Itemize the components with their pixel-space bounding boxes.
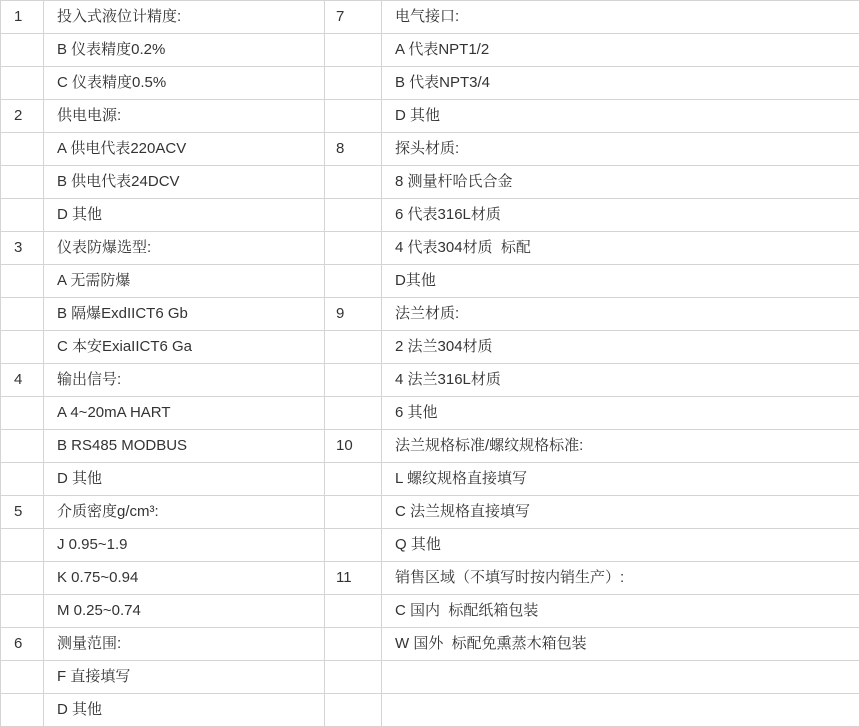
group-number-cell xyxy=(1,133,44,166)
group-number-cell xyxy=(1,694,44,727)
group-number-cell xyxy=(325,661,382,694)
group-number-cell xyxy=(325,397,382,430)
group-number-cell: 9 xyxy=(325,298,382,331)
group-number-cell: 10 xyxy=(325,430,382,463)
table-row xyxy=(1,1,860,34)
option-cell: A 代表NPT1/2 xyxy=(382,34,860,67)
group-title-cell: 测量范围: xyxy=(44,628,325,661)
option-cell: D 其他 xyxy=(382,100,860,133)
group-number-cell xyxy=(1,298,44,331)
option-cell: C 法兰规格直接填写 xyxy=(382,496,860,529)
group-number-cell xyxy=(325,463,382,496)
option-cell: C 仪表精度0.5% xyxy=(44,67,325,100)
group-number-cell xyxy=(325,595,382,628)
group-number-cell: 7 xyxy=(325,1,382,34)
group-title-cell: 输出信号: xyxy=(44,364,325,397)
table-row xyxy=(1,529,860,562)
table-row xyxy=(1,265,860,298)
group-number-cell: 6 xyxy=(1,628,44,661)
option-cell: F 直接填写 xyxy=(44,661,325,694)
option-cell: J 0.95~1.9 xyxy=(44,529,325,562)
option-cell: B 仪表精度0.2% xyxy=(44,34,325,67)
option-cell: 6 其他 xyxy=(382,397,860,430)
option-cell: D 其他 xyxy=(44,463,325,496)
table-row xyxy=(1,430,860,463)
option-cell: C 国内 标配纸箱包装 xyxy=(382,595,860,628)
group-number-cell xyxy=(1,331,44,364)
empty-cell xyxy=(382,661,860,694)
option-cell: L 螺纹规格直接填写 xyxy=(382,463,860,496)
group-number-cell xyxy=(1,34,44,67)
table-row xyxy=(1,364,860,397)
table-row xyxy=(1,133,860,166)
option-cell: 6 代表316L材质 xyxy=(382,199,860,232)
group-number-cell xyxy=(325,100,382,133)
table-row xyxy=(1,562,860,595)
option-cell: W 国外 标配免熏蒸木箱包装 xyxy=(382,628,860,661)
option-cell: B 隔爆ExdIICT6 Gb xyxy=(44,298,325,331)
group-number-cell xyxy=(325,265,382,298)
table-row xyxy=(1,166,860,199)
table-row xyxy=(1,100,860,133)
group-number-cell: 5 xyxy=(1,496,44,529)
spec-table-body xyxy=(1,1,860,727)
group-title-cell: 法兰规格标准/螺纹规格标准: xyxy=(382,430,860,463)
group-number-cell xyxy=(1,166,44,199)
group-number-cell xyxy=(325,364,382,397)
option-cell: B RS485 MODBUS xyxy=(44,430,325,463)
group-number-cell xyxy=(1,397,44,430)
group-number-cell xyxy=(1,430,44,463)
group-number-cell xyxy=(1,67,44,100)
table-row xyxy=(1,331,860,364)
table-row xyxy=(1,397,860,430)
group-number-cell xyxy=(1,529,44,562)
group-number-cell: 1 xyxy=(1,1,44,34)
option-cell: C 本安ExiaIICT6 Ga xyxy=(44,331,325,364)
option-cell: 4 代表304材质 标配 xyxy=(382,232,860,265)
table-row xyxy=(1,463,860,496)
group-title-cell: 介质密度g/cm³: xyxy=(44,496,325,529)
option-cell: A 无需防爆 xyxy=(44,265,325,298)
table-row xyxy=(1,67,860,100)
option-cell: D 其他 xyxy=(44,694,325,727)
table-row xyxy=(1,628,860,661)
table-row xyxy=(1,199,860,232)
group-title-cell: 仪表防爆选型: xyxy=(44,232,325,265)
option-cell: 8 测量杆哈氏合金 xyxy=(382,166,860,199)
group-number-cell xyxy=(1,265,44,298)
group-number-cell xyxy=(325,496,382,529)
group-number-cell xyxy=(325,232,382,265)
group-number-cell xyxy=(325,628,382,661)
option-cell: A 供电代表220ACV xyxy=(44,133,325,166)
table-row xyxy=(1,595,860,628)
option-cell: D其他 xyxy=(382,265,860,298)
group-number-cell: 3 xyxy=(1,232,44,265)
option-cell: Q 其他 xyxy=(382,529,860,562)
group-number-cell xyxy=(325,67,382,100)
option-cell: B 供电代表24DCV xyxy=(44,166,325,199)
option-cell: 4 法兰316L材质 xyxy=(382,364,860,397)
group-number-cell: 11 xyxy=(325,562,382,595)
table-row xyxy=(1,232,860,265)
group-number-cell xyxy=(325,694,382,727)
option-cell: A 4~20mA HART xyxy=(44,397,325,430)
group-number-cell xyxy=(1,463,44,496)
group-number-cell xyxy=(325,34,382,67)
group-number-cell xyxy=(325,529,382,562)
empty-cell xyxy=(382,694,860,727)
table-row xyxy=(1,298,860,331)
group-number-cell xyxy=(1,199,44,232)
group-number-cell: 8 xyxy=(325,133,382,166)
group-number-cell xyxy=(1,562,44,595)
option-cell: 2 法兰304材质 xyxy=(382,331,860,364)
group-title-cell: 供电电源: xyxy=(44,100,325,133)
group-title-cell: 销售区域（不填写时按内销生产）: xyxy=(382,562,860,595)
option-cell: B 代表NPT3/4 xyxy=(382,67,860,100)
table-row xyxy=(1,496,860,529)
table-row xyxy=(1,34,860,67)
group-number-cell: 4 xyxy=(1,364,44,397)
group-number-cell xyxy=(325,199,382,232)
group-title-cell: 法兰材质: xyxy=(382,298,860,331)
group-title-cell: 电气接口: xyxy=(382,1,860,34)
group-title-cell: 探头材质: xyxy=(382,133,860,166)
table-row xyxy=(1,661,860,694)
option-cell: D 其他 xyxy=(44,199,325,232)
group-number-cell xyxy=(325,166,382,199)
group-number-cell xyxy=(325,331,382,364)
table-row xyxy=(1,694,860,727)
group-number-cell xyxy=(1,595,44,628)
group-number-cell: 2 xyxy=(1,100,44,133)
option-cell: M 0.25~0.74 xyxy=(44,595,325,628)
option-cell: K 0.75~0.94 xyxy=(44,562,325,595)
group-number-cell xyxy=(1,661,44,694)
group-title-cell: 投入式液位计精度: xyxy=(44,1,325,34)
